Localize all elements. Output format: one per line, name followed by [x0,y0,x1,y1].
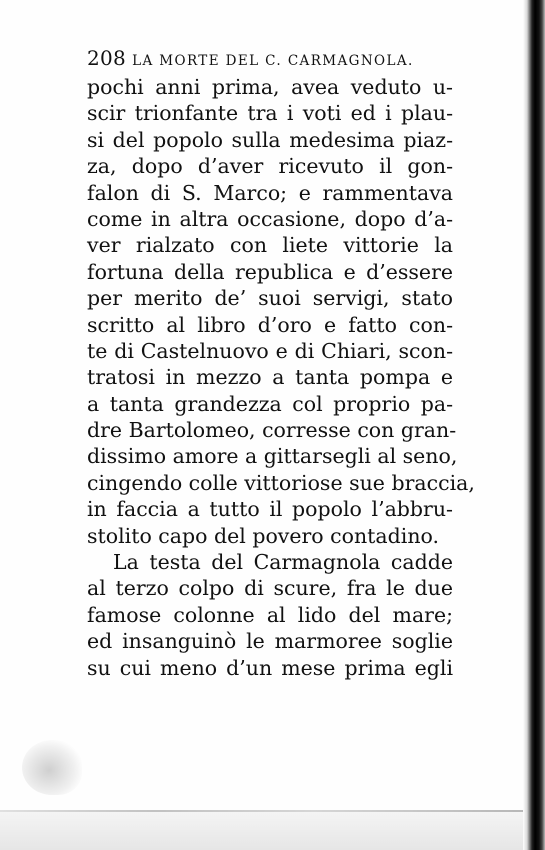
text-line: te di Castelnuovo e di Chiari, scon- [87,338,453,363]
text-line: a tanta grandezza col proprio pa- [87,391,453,416]
text-line: in faccia a tutto il popolo l’abbru- [87,497,453,522]
book-spine [523,0,545,850]
running-head: LA MORTE DEL C. CARMAGNOLA. [132,53,414,69]
text-line: scritto al libro d’oro e fatto con- [87,312,453,337]
text-line: falon di S. Marco; e rammentava [87,180,453,205]
text-line: cingendo colle vittoriose sue braccia, [87,470,475,495]
body-text [87,74,475,681]
text-line: scir trionfante tra i voti ed i plau- [87,101,453,126]
text-line: pochi anni prima, avea veduto u- [87,75,453,99]
text-line: su cui meno d’un mese prima egli [87,655,453,680]
text-line: si del popolo sulla medesima piaz- [87,127,453,152]
page-bottom-margin [0,812,523,850]
text-line: fortuna della republica e d’essere [87,259,453,284]
text-line: ver rialzato con liete vittorie la [87,233,453,258]
text-line: ed insanguinò le marmoree soglie [87,629,453,654]
text-line: tratosi in mezzo a tanta pompa e [87,365,453,390]
text-line: al terzo colpo di scure, fra le due [87,576,453,601]
text-line: per merito de’ suoi servigi, stato [87,286,453,311]
paragraph-start-line: La testa del Carmagnola cadde [113,550,453,575]
page-bottom-edge [0,810,523,812]
text-line: dissimo amore a gittarsegli al seno, [87,444,458,469]
page-header [87,46,453,74]
text-line: famose colonne al lido del mare; [87,602,453,627]
text-block [87,46,475,681]
text-line: come in altra occasione, dopo d’a- [87,206,453,231]
text-line: dre Bartolomeo, corresse con gran- [87,418,457,443]
text-line: za, dopo d’aver ricevuto il gon- [87,154,453,179]
page-number: 208 [87,46,127,70]
text-line: stolito capo del povero contadino. [87,523,440,548]
paper-stain [22,740,82,795]
